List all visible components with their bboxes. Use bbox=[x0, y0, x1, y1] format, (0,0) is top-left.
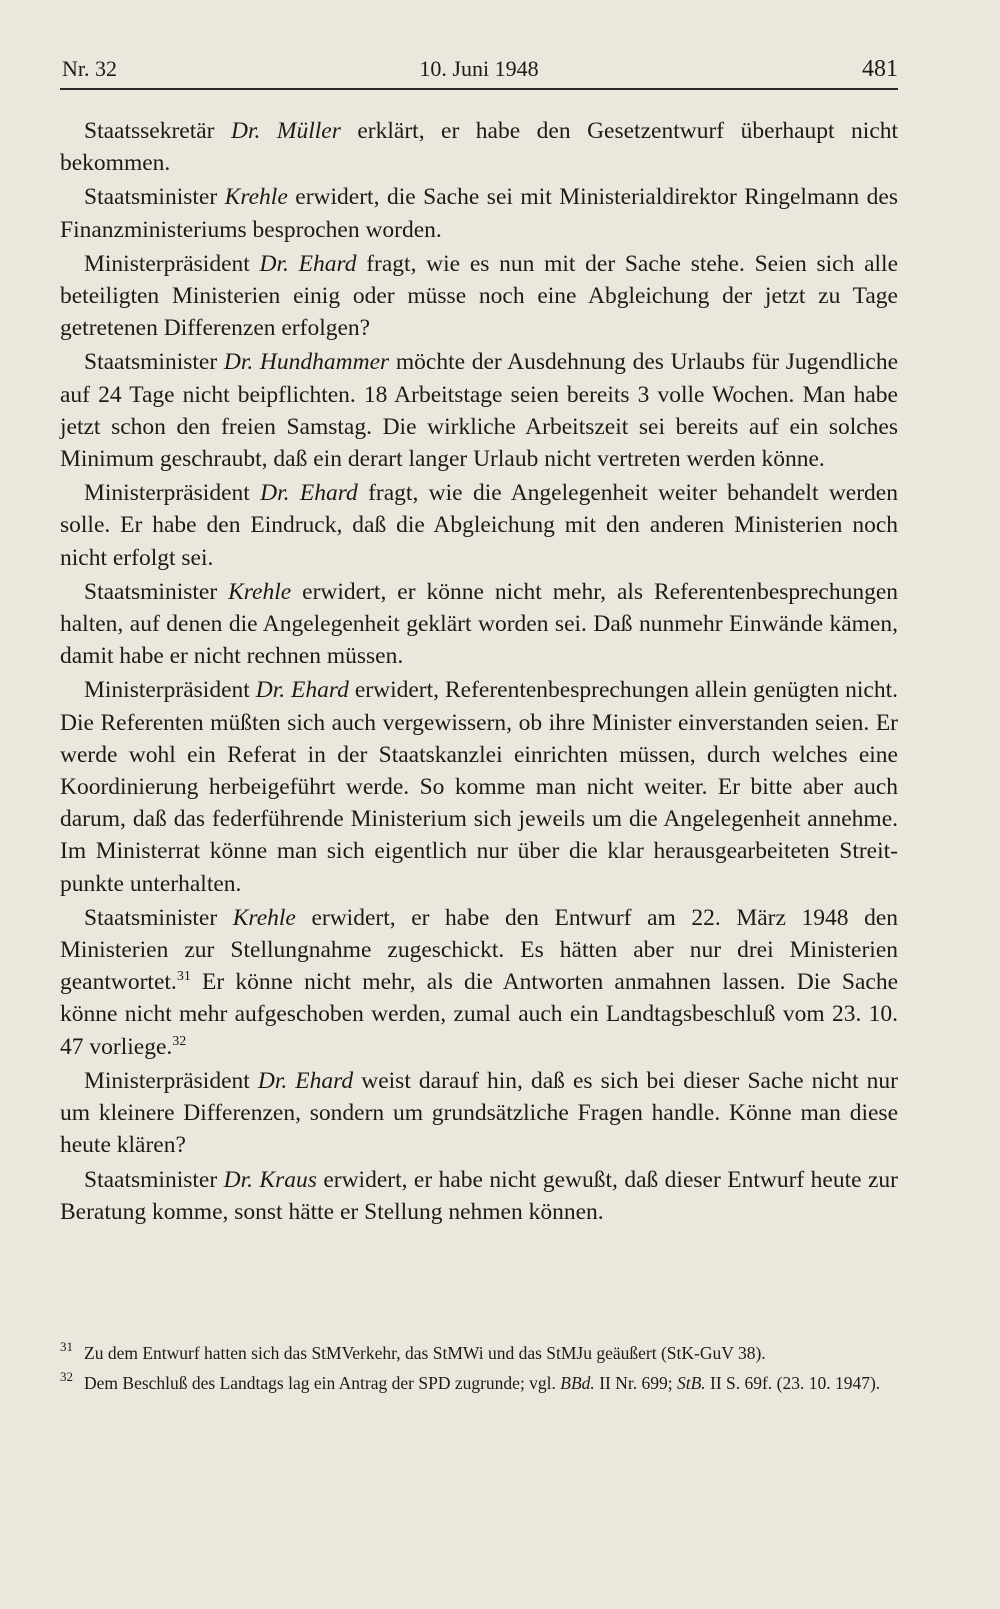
speaker-title: Dr. bbox=[260, 480, 290, 507]
paragraph bbox=[60, 181, 898, 245]
footnote bbox=[60, 1339, 898, 1364]
speaker-role: Staatsminister bbox=[84, 349, 218, 376]
paragraph bbox=[60, 346, 898, 475]
citation-stb: StB. bbox=[676, 1373, 706, 1393]
speaker-title: Dr. bbox=[255, 677, 286, 704]
document-number: Nr. 32 bbox=[62, 56, 117, 81]
speaker-role: Staatsminister bbox=[84, 1166, 218, 1193]
paragraph-text: fragt, wie die Angelegenheit weiter behandelt werden solle. Er habe den Eindruck, daß die Abgleichung mit den anderen Ministerien noch nicht erfolgt sei. bbox=[60, 480, 898, 571]
speaker-title: Dr. bbox=[257, 1067, 288, 1094]
speaker-name: Ehard bbox=[291, 677, 349, 704]
paragraph bbox=[60, 115, 898, 179]
header-date: 10. Juni 1948 bbox=[419, 56, 539, 81]
paragraph bbox=[60, 1164, 898, 1228]
speaker-name: Krehle bbox=[228, 578, 292, 605]
paragraph-text-continued: Er könne nicht mehr, als die Antworten anmahnen lassen. Die Sache könne nicht mehr aufgeschoben werden, zumal auch ein Landtagsbeschluß vom 23. 10. 47 vorliege. bbox=[60, 969, 898, 1060]
speaker-title: Dr. bbox=[231, 118, 261, 144]
paragraph-text: erwidert, die Sache sei mit Ministerialdirektor Ringelmann des Finanzministeriums besprochen worden. bbox=[60, 184, 899, 243]
speaker-role: Ministerpräsident bbox=[84, 480, 250, 507]
running-header bbox=[60, 52, 898, 90]
speaker-name: Kraus bbox=[259, 1166, 317, 1193]
protocol-text bbox=[60, 115, 898, 1230]
paragraph-text: erwidert, er könne nicht mehr, als Referentenbesprechungen halten, auf denen die Angelegenheit geklärt worden sei. Daß nunmehr Einwände kämen, damit habe er nicht rechnen müssen. bbox=[60, 578, 899, 670]
footnotes bbox=[60, 1339, 898, 1402]
speaker-role: Staatssekretär bbox=[84, 118, 215, 144]
paragraph bbox=[60, 902, 898, 1063]
paragraph bbox=[60, 248, 898, 345]
speaker-name: Ehard bbox=[295, 1067, 354, 1094]
paragraph-text: erwidert, er habe den Entwurf am 22. März 1948 den Ministerien zur Stellungnahme zugeschickt. Es hätten aber nur drei Ministerien geantwortet. bbox=[60, 904, 899, 996]
speaker-name: Krehle bbox=[224, 184, 288, 211]
paragraph-text: erwidert, er habe nicht gewußt, daß dieser Entwurf heute zur Beratung komme, sonst hätte er Stellung nehmen können. bbox=[60, 1166, 899, 1225]
speaker-name: Ehard bbox=[298, 250, 357, 277]
page-number: 481 bbox=[862, 56, 898, 82]
footnote-reference[interactable]: 31 bbox=[176, 969, 191, 985]
paragraph-text: weist darauf hin, daß es sich bei dieser Sache nicht nur um kleinere Differenzen, sondern um grundsätzliche Fragen handle. Könne man diese heute klären? bbox=[60, 1067, 898, 1159]
footnote-text: Zu dem Entwurf hatten sich das StMVerkehr, das StMWi und das StMJu geäußert (StK-GuV 38). bbox=[84, 1343, 766, 1363]
paragraph bbox=[60, 477, 898, 574]
speaker-role: Ministerpräsident bbox=[84, 250, 250, 277]
speaker-name: Ehard bbox=[299, 480, 358, 507]
footnote-reference[interactable]: 32 bbox=[172, 1033, 187, 1049]
speaker-name: Krehle bbox=[232, 904, 296, 931]
speaker-role: Staatsminister bbox=[84, 184, 218, 211]
speaker-title: Dr. bbox=[223, 1166, 253, 1193]
paragraph bbox=[60, 674, 898, 899]
speaker-name: Hundhammer bbox=[259, 349, 390, 376]
footnote-number: 31 bbox=[60, 1339, 73, 1354]
paragraph bbox=[60, 576, 898, 673]
paragraph-text: fragt, wie es nun mit der Sache stehe. Seien sich alle beteiligten Ministerien einig oder müsse noch eine Abgleichung der jetzt zu Tage getretenen Differenzen erfolgen? bbox=[60, 250, 898, 342]
speaker-role: Ministerpräsident bbox=[84, 1067, 250, 1094]
paragraph-text: erklärt, er habe den Gesetzentwurf überhaupt nicht bekommen. bbox=[60, 118, 899, 177]
speaker-name: Müller bbox=[276, 118, 341, 144]
citation-bbd: BBd. bbox=[560, 1373, 595, 1393]
footnote-text: II Nr. 699; bbox=[599, 1373, 673, 1393]
speaker-title: Dr. bbox=[223, 349, 254, 376]
footnote bbox=[60, 1369, 898, 1394]
speaker-title: Dr. bbox=[259, 250, 289, 277]
speaker-role: Staatsminister bbox=[84, 904, 218, 931]
footnote-number: 32 bbox=[60, 1369, 73, 1384]
footnote-text: Dem Beschluß des Landtags lag ein Antrag der SPD zugrunde; vgl. bbox=[84, 1373, 556, 1393]
speaker-role: Ministerpräsident bbox=[84, 677, 250, 704]
paragraph bbox=[60, 1065, 898, 1162]
speaker-role: Staatsminister bbox=[84, 578, 218, 605]
paragraph-text: möchte der Ausdehnung des Urlaubs für Jugendliche auf 24 Tage nicht beipflichten. 18 Arbeitstage seien bereits 3 volle Wochen. Man habe jetzt schon den freien Samstag. Die wirkliche Arbeitszeit sei bereits auf ein solches Minimum geschraubt, daß ein derart langer Urlaub nicht vertreten werden könne. bbox=[60, 349, 899, 473]
footnote-text: II S. 69f. (23. 10. 1947). bbox=[710, 1373, 881, 1393]
paragraph-text: erwidert, Referentenbesprechungen allein genügten nicht. Die Referenten müßten sich auch vergewissern, ob ihre Minister einverstanden seien. Er werde wohl ein Referat in der Staatskanzlei einrichten müssen, durch welches eine Koordinierung herbeigeführt werde. So komme man nicht weiter. Er bitte aber auch darum, daß das federführende Ministerium sich jeweils um die Angelegenheit annehme. Im Ministerrat könne man sich eigentlich nur über die klar herausgearbeiteten Streitpunkte unterhalten. bbox=[60, 677, 899, 897]
